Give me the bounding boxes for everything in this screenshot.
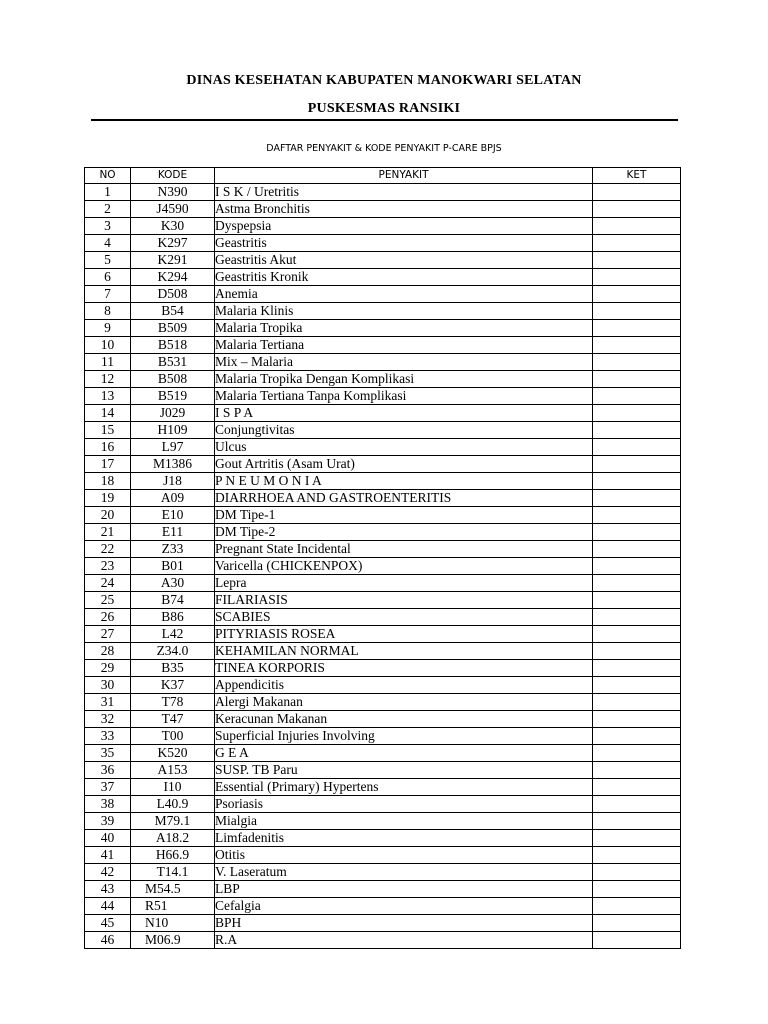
cell-no: 23 xyxy=(85,558,131,575)
table-row xyxy=(85,524,681,541)
cell-ket xyxy=(593,626,681,643)
table-row xyxy=(85,388,681,405)
table-row xyxy=(85,303,681,320)
cell-kode: B518 xyxy=(131,337,215,354)
table-row xyxy=(85,456,681,473)
table-row xyxy=(85,558,681,575)
table-row xyxy=(85,337,681,354)
cell-no: 20 xyxy=(85,507,131,524)
cell-kode: Z33 xyxy=(131,541,215,558)
cell-penyakit: SCABIES xyxy=(215,609,593,626)
table-row xyxy=(85,252,681,269)
cell-kode: M79.1 xyxy=(131,813,215,830)
cell-ket xyxy=(593,473,681,490)
cell-no: 26 xyxy=(85,609,131,626)
cell-kode: M06.9 xyxy=(131,932,215,949)
cell-no: 3 xyxy=(85,218,131,235)
table-row xyxy=(85,371,681,388)
clinic-title: PUSKESMAS RANSIKI xyxy=(307,101,461,116)
document-subtitle: DAFTAR PENYAKIT & KODE PENYAKIT P-CARE BPJS xyxy=(266,143,502,154)
table-row xyxy=(85,422,681,439)
cell-kode: Z34.0 xyxy=(131,643,215,660)
table-row xyxy=(85,609,681,626)
cell-penyakit: P N E U M O N I A xyxy=(215,473,593,490)
cell-no: 33 xyxy=(85,728,131,745)
table-row xyxy=(85,575,681,592)
cell-ket xyxy=(593,830,681,847)
cell-ket xyxy=(593,269,681,286)
cell-ket xyxy=(593,915,681,932)
cell-ket xyxy=(593,320,681,337)
table-header-row xyxy=(85,168,681,184)
cell-kode: T00 xyxy=(131,728,215,745)
table-row xyxy=(85,592,681,609)
cell-kode: B508 xyxy=(131,371,215,388)
table-row xyxy=(85,235,681,252)
cell-penyakit: FILARIASIS xyxy=(215,592,593,609)
cell-ket xyxy=(593,524,681,541)
cell-no: 45 xyxy=(85,915,131,932)
column-header-penyakit: PENYAKIT xyxy=(215,168,593,184)
table-row xyxy=(85,915,681,932)
cell-penyakit: V. Laseratum xyxy=(215,864,593,881)
cell-ket xyxy=(593,371,681,388)
cell-kode: K520 xyxy=(131,745,215,762)
cell-penyakit: Geastritis Kronik xyxy=(215,269,593,286)
table-row xyxy=(85,728,681,745)
cell-ket xyxy=(593,847,681,864)
cell-kode: D508 xyxy=(131,286,215,303)
cell-ket xyxy=(593,388,681,405)
cell-ket xyxy=(593,439,681,456)
cell-no: 43 xyxy=(85,881,131,898)
cell-ket xyxy=(593,184,681,201)
table-row xyxy=(85,405,681,422)
cell-no: 1 xyxy=(85,184,131,201)
cell-penyakit: Ulcus xyxy=(215,439,593,456)
cell-penyakit: Appendicitis xyxy=(215,677,593,694)
cell-penyakit: R.A xyxy=(215,932,593,949)
cell-ket xyxy=(593,779,681,796)
table-row xyxy=(85,354,681,371)
table-row xyxy=(85,677,681,694)
cell-kode: T14.1 xyxy=(131,864,215,881)
cell-ket xyxy=(593,932,681,949)
table-row xyxy=(85,643,681,660)
table-body xyxy=(85,184,681,949)
cell-no: 18 xyxy=(85,473,131,490)
cell-ket xyxy=(593,694,681,711)
table-row xyxy=(85,932,681,949)
cell-penyakit: I S K / Uretritis xyxy=(215,184,593,201)
cell-penyakit: Anemia xyxy=(215,286,593,303)
table-row xyxy=(85,711,681,728)
cell-ket xyxy=(593,337,681,354)
cell-penyakit: Malaria Tertiana Tanpa Komplikasi xyxy=(215,388,593,405)
table-row xyxy=(85,898,681,915)
cell-penyakit: Dyspepsia xyxy=(215,218,593,235)
table-row xyxy=(85,847,681,864)
cell-ket xyxy=(593,541,681,558)
cell-penyakit: KEHAMILAN NORMAL xyxy=(215,643,593,660)
cell-kode: J18 xyxy=(131,473,215,490)
cell-kode: K294 xyxy=(131,269,215,286)
cell-no: 15 xyxy=(85,422,131,439)
cell-kode: K291 xyxy=(131,252,215,269)
cell-no: 22 xyxy=(85,541,131,558)
cell-kode: M1386 xyxy=(131,456,215,473)
cell-penyakit: Keracunan Makanan xyxy=(215,711,593,728)
table-row xyxy=(85,626,681,643)
table-row xyxy=(85,762,681,779)
cell-no: 25 xyxy=(85,592,131,609)
cell-no: 12 xyxy=(85,371,131,388)
cell-ket xyxy=(593,405,681,422)
cell-ket xyxy=(593,490,681,507)
cell-penyakit: Limfadenitis xyxy=(215,830,593,847)
table-row xyxy=(85,218,681,235)
cell-penyakit: Pregnant State Incidental xyxy=(215,541,593,558)
office-title: DINAS KESEHATAN KABUPATEN MANOKWARI SELATAN xyxy=(186,73,582,88)
cell-penyakit: LBP xyxy=(215,881,593,898)
cell-penyakit: Otitis xyxy=(215,847,593,864)
cell-kode: B509 xyxy=(131,320,215,337)
cell-kode: A30 xyxy=(131,575,215,592)
cell-kode: J4590 xyxy=(131,201,215,218)
cell-no: 28 xyxy=(85,643,131,660)
cell-kode: B519 xyxy=(131,388,215,405)
cell-no: 17 xyxy=(85,456,131,473)
cell-kode: E10 xyxy=(131,507,215,524)
cell-kode: B531 xyxy=(131,354,215,371)
cell-ket xyxy=(593,660,681,677)
cell-kode: I10 xyxy=(131,779,215,796)
cell-ket xyxy=(593,507,681,524)
cell-no: 24 xyxy=(85,575,131,592)
cell-no: 44 xyxy=(85,898,131,915)
table-row xyxy=(85,694,681,711)
cell-kode: A09 xyxy=(131,490,215,507)
cell-penyakit: Geastritis Akut xyxy=(215,252,593,269)
cell-ket xyxy=(593,286,681,303)
cell-no: 38 xyxy=(85,796,131,813)
cell-kode: M54.5 xyxy=(131,881,215,898)
cell-no: 27 xyxy=(85,626,131,643)
header-divider xyxy=(91,119,678,121)
cell-kode: L97 xyxy=(131,439,215,456)
table-row xyxy=(85,269,681,286)
cell-kode: E11 xyxy=(131,524,215,541)
cell-ket xyxy=(593,864,681,881)
cell-no: 4 xyxy=(85,235,131,252)
cell-ket xyxy=(593,235,681,252)
cell-penyakit: Essential (Primary) Hypertens xyxy=(215,779,593,796)
cell-kode: T78 xyxy=(131,694,215,711)
cell-no: 32 xyxy=(85,711,131,728)
cell-kode: H66.9 xyxy=(131,847,215,864)
cell-ket xyxy=(593,303,681,320)
cell-no: 31 xyxy=(85,694,131,711)
cell-ket xyxy=(593,745,681,762)
cell-penyakit: DIARRHOEA AND GASTROENTERITIS xyxy=(215,490,593,507)
cell-penyakit: Varicella (CHICKENPOX) xyxy=(215,558,593,575)
cell-kode: B86 xyxy=(131,609,215,626)
cell-no: 39 xyxy=(85,813,131,830)
cell-kode: B54 xyxy=(131,303,215,320)
cell-no: 37 xyxy=(85,779,131,796)
table-row xyxy=(85,541,681,558)
cell-ket xyxy=(593,252,681,269)
cell-kode: J029 xyxy=(131,405,215,422)
cell-kode: T47 xyxy=(131,711,215,728)
cell-penyakit: Gout Artritis (Asam Urat) xyxy=(215,456,593,473)
cell-no: 13 xyxy=(85,388,131,405)
cell-penyakit: Astma Bronchitis xyxy=(215,201,593,218)
table-row xyxy=(85,881,681,898)
cell-ket xyxy=(593,575,681,592)
cell-penyakit: Geastritis xyxy=(215,235,593,252)
cell-no: 41 xyxy=(85,847,131,864)
cell-kode: B74 xyxy=(131,592,215,609)
cell-no: 10 xyxy=(85,337,131,354)
cell-ket xyxy=(593,592,681,609)
cell-no: 36 xyxy=(85,762,131,779)
column-header-kode: KODE xyxy=(131,168,215,184)
cell-no: 16 xyxy=(85,439,131,456)
disease-code-table xyxy=(84,167,681,949)
table-row xyxy=(85,286,681,303)
table-row xyxy=(85,779,681,796)
table-row xyxy=(85,813,681,830)
cell-ket xyxy=(593,201,681,218)
column-header-ket: KET xyxy=(593,168,681,184)
table-row xyxy=(85,490,681,507)
cell-penyakit: Conjungtivitas xyxy=(215,422,593,439)
cell-kode: R51 xyxy=(131,898,215,915)
cell-no: 40 xyxy=(85,830,131,847)
cell-no: 35 xyxy=(85,745,131,762)
cell-ket xyxy=(593,456,681,473)
cell-penyakit: Malaria Tertiana xyxy=(215,337,593,354)
table-row xyxy=(85,320,681,337)
cell-penyakit: G E A xyxy=(215,745,593,762)
cell-ket xyxy=(593,218,681,235)
cell-kode: L40.9 xyxy=(131,796,215,813)
column-header-no: NO xyxy=(85,168,131,184)
cell-kode: B35 xyxy=(131,660,215,677)
table-row xyxy=(85,184,681,201)
cell-ket xyxy=(593,354,681,371)
cell-penyakit: Malaria Tropika xyxy=(215,320,593,337)
table-row xyxy=(85,473,681,490)
cell-penyakit: SUSP. TB Paru xyxy=(215,762,593,779)
cell-penyakit: Malaria Tropika Dengan Komplikasi xyxy=(215,371,593,388)
cell-no: 30 xyxy=(85,677,131,694)
cell-penyakit: BPH xyxy=(215,915,593,932)
cell-kode: H109 xyxy=(131,422,215,439)
cell-ket xyxy=(593,813,681,830)
cell-ket xyxy=(593,677,681,694)
cell-no: 21 xyxy=(85,524,131,541)
table-row xyxy=(85,745,681,762)
cell-no: 19 xyxy=(85,490,131,507)
cell-penyakit: Mialgia xyxy=(215,813,593,830)
table-row xyxy=(85,439,681,456)
cell-no: 46 xyxy=(85,932,131,949)
cell-penyakit: Malaria Klinis xyxy=(215,303,593,320)
cell-no: 5 xyxy=(85,252,131,269)
table-header xyxy=(85,168,681,184)
cell-no: 6 xyxy=(85,269,131,286)
cell-kode: B01 xyxy=(131,558,215,575)
cell-ket xyxy=(593,762,681,779)
cell-ket xyxy=(593,728,681,745)
cell-penyakit: I S P A xyxy=(215,405,593,422)
table-row xyxy=(85,201,681,218)
table-row xyxy=(85,864,681,881)
cell-no: 9 xyxy=(85,320,131,337)
cell-ket xyxy=(593,881,681,898)
cell-ket xyxy=(593,898,681,915)
cell-penyakit: Mix – Malaria xyxy=(215,354,593,371)
cell-penyakit: Alergi Makanan xyxy=(215,694,593,711)
cell-kode: L42 xyxy=(131,626,215,643)
cell-penyakit: DM Tipe-1 xyxy=(215,507,593,524)
cell-kode: N10 xyxy=(131,915,215,932)
cell-ket xyxy=(593,796,681,813)
cell-ket xyxy=(593,422,681,439)
cell-kode: A18.2 xyxy=(131,830,215,847)
cell-no: 11 xyxy=(85,354,131,371)
cell-penyakit: PITYRIASIS ROSEA xyxy=(215,626,593,643)
table-row xyxy=(85,830,681,847)
cell-penyakit: TINEA KORPORIS xyxy=(215,660,593,677)
cell-penyakit: DM Tipe-2 xyxy=(215,524,593,541)
cell-no: 29 xyxy=(85,660,131,677)
table-row xyxy=(85,507,681,524)
table-row xyxy=(85,660,681,677)
cell-ket xyxy=(593,643,681,660)
cell-kode: A153 xyxy=(131,762,215,779)
cell-kode: N390 xyxy=(131,184,215,201)
cell-ket xyxy=(593,609,681,626)
cell-kode: K37 xyxy=(131,677,215,694)
table-row xyxy=(85,796,681,813)
cell-penyakit: Superficial Injuries Involving xyxy=(215,728,593,745)
cell-ket xyxy=(593,558,681,575)
cell-penyakit: Psoriasis xyxy=(215,796,593,813)
cell-penyakit: Lepra xyxy=(215,575,593,592)
cell-kode: K30 xyxy=(131,218,215,235)
cell-kode: K297 xyxy=(131,235,215,252)
cell-no: 2 xyxy=(85,201,131,218)
cell-penyakit: Cefalgia xyxy=(215,898,593,915)
cell-ket xyxy=(593,711,681,728)
cell-no: 8 xyxy=(85,303,131,320)
cell-no: 7 xyxy=(85,286,131,303)
cell-no: 42 xyxy=(85,864,131,881)
cell-no: 14 xyxy=(85,405,131,422)
